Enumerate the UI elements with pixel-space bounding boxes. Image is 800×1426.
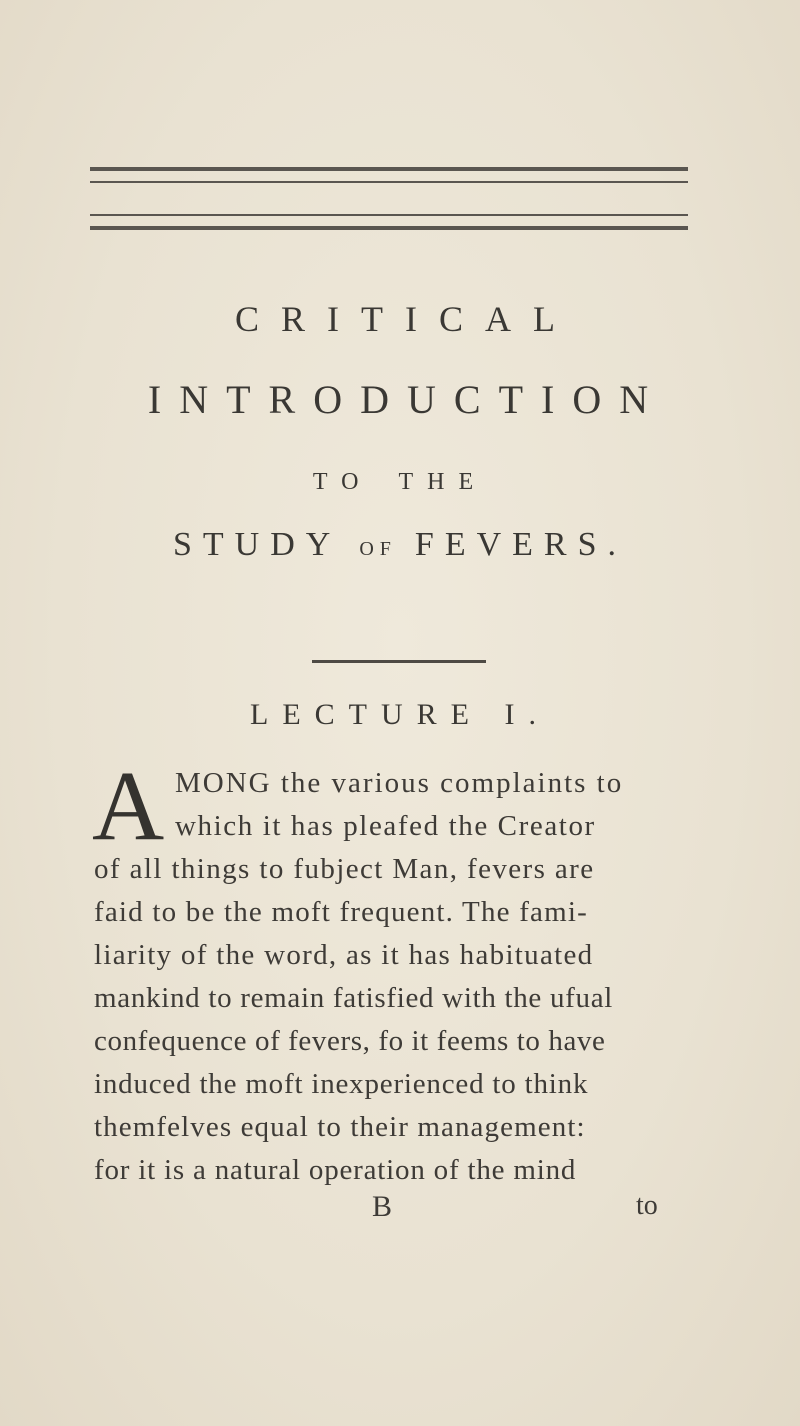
title-study: STUDY [172,526,342,563]
ornamental-rule-thick-bottom [90,226,688,230]
body-line: of all things to fubject Man, fevers are [94,853,595,885]
title-study-of-fevers [0,526,800,564]
title-fevers: FEVERS. [414,526,627,563]
catchword: to [636,1190,658,1221]
body-line: MONG the various complaints to [175,767,624,799]
title-introduction: INTRODUCTION [147,377,667,422]
body-line: for it is a natural operation of the mind [94,1154,577,1186]
body-line: mankind to remain fatisfied with the ufual [94,982,614,1014]
title-to-the [0,469,800,496]
title-critical: CRITICAL [235,299,577,339]
title-to: TO [312,469,373,495]
signature-mark: B [372,1190,393,1223]
title-the: THE [398,469,488,495]
drop-cap: A [92,750,165,861]
ornamental-rule-thin-top [90,181,688,183]
body-line: induced the moft inexperienced to think [94,1068,589,1100]
body-line: which it has pleafed the Creator [175,810,596,842]
body-line: faid to be the moft frequent. The fami- [94,896,588,928]
ornamental-rule-thick-top [90,167,688,171]
body-line: themfelves equal to their management: [94,1111,586,1143]
title-of: OF [359,538,397,560]
body-line: liarity of the word, as it has habituated [94,939,594,971]
ornamental-rule-thin-bottom [90,214,688,216]
body-line: confequence of fevers, fo it feems to have [94,1025,606,1057]
lecture-heading: LECTURE I. [250,698,550,731]
section-divider-rule [312,660,486,663]
